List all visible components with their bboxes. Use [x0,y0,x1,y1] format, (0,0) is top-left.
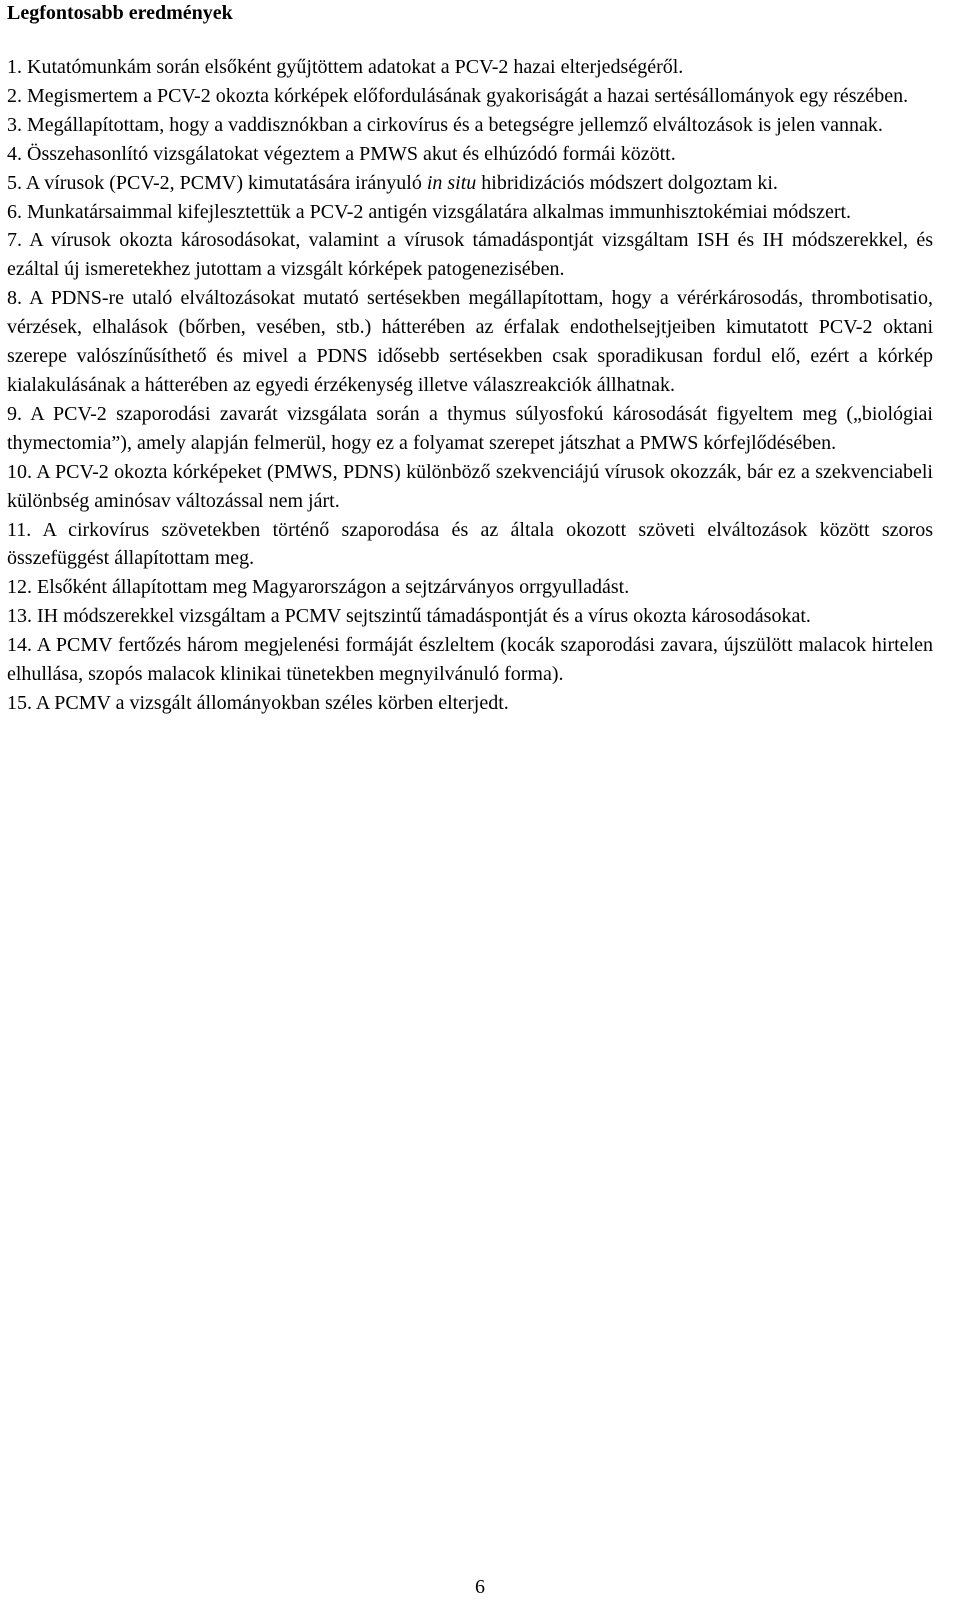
item-text-after: hibridizációs módszert dolgoztam ki. [476,171,778,194]
document-page [7,0,933,718]
item-number: 11. [7,518,32,541]
list-item [7,516,933,574]
list-item [7,198,933,227]
list-item [7,689,933,718]
item-text: A PCV-2 szaporodási zavarát vizsgálata során a thymus súlyosfokú károsodását figyeltem meg („biológiai thymectomia”), amely alapján felmerül, hogy ez a folyamat szerepet játszhat a PMWS kórfejlődésében. [7,402,933,454]
item-number: 14. [7,634,32,657]
list-item [7,573,933,602]
item-text: Kutatómunkám során elsőként gyűjtöttem adatokat a PCV-2 hazai elterjedségéről. [27,56,684,78]
item-text: Elsőként állapítottam meg Magyarországon a sejtzárványos orrgyulladást. [37,576,630,599]
item-number: 13. [7,605,32,628]
item-number: 15. [7,691,32,714]
list-item [7,111,933,140]
item-number: 2. [7,84,22,107]
list-item [7,169,933,198]
item-text: Összehasonlító vizsgálatokat végeztem a PMWS akut és elhúzódó formái között. [27,142,676,165]
section-heading: Legfontosabb eredmények [7,2,233,24]
list-item [7,602,933,631]
item-text: IH módszerekkel vizsgáltam a PCMV sejtszintű támadáspontját és a vírus okozta károsodásokat. [37,605,811,628]
list-item [7,458,933,516]
item-text-before: A vírusok (PCV-2, PCMV) kimutatására irányuló [25,171,427,194]
list-item [7,140,933,169]
list-item [7,284,933,400]
item-text-italic: in situ [426,171,477,194]
item-number: 12. [7,576,32,599]
item-text: A PCV-2 okozta kórképeket (PMWS, PDNS) különböző szekvenciájú vírusok okozzák, bár ez a szekvenciabeli különbség aminósav változással nem járt. [7,460,933,512]
item-text: Megállapítottam, hogy a vaddisznókban a cirkovírus és a betegségre jellemző elváltozások is jelen vannak. [27,113,883,136]
list-item [7,53,933,82]
item-number: 9. [7,402,22,425]
item-text: A PCMV a vizsgált állományokban széles körben elterjedt. [35,691,509,714]
item-text: A cirkovírus szövetekben történő szaporodása és az általa okozott szöveti elváltozások között szoros összefüggést állapítottam meg. [7,518,933,570]
item-text: A PCMV fertőzés három megjelenési formáját észleltem (kocák szaporodási zavara, újszülött malacok hirtelen elhullása, szopós malacok klinikai tünetekben megnyilvánuló forma). [7,634,933,686]
item-number: 1. [7,56,22,78]
page-number: 6 [475,1576,485,1598]
item-number: 6. [7,200,22,223]
list-item [7,400,933,458]
item-number: 7. [7,229,22,252]
item-number: 10. [7,460,32,483]
list-item [7,82,933,111]
item-number: 3. [7,113,22,136]
item-text: A vírusok okozta károsodásokat, valamint a vírusok támadáspontját vizsgáltam ISH és IH módszerekkel, és ezáltal új ismeretekhez jutottam a vizsgált kórképek patogenezisében. [7,229,933,281]
item-number: 4. [7,142,22,165]
list-item [7,226,933,284]
item-text: Munkatársaimmal kifejlesztettük a PCV-2 antigén vizsgálatára alkalmas immunhisztokémiai módszert. [27,200,852,223]
item-text: A PDNS-re utaló elváltozásokat mutató sertésekben megállapítottam, hogy a vérérkárosodás, thrombotisatio, vérzések, elhalások (bőrben, vesében, stb.) hátterében az érfalak endothelsejtjeiben kimutatott PCV-2 oktani szerepe valószínűsíthető és mivel a PDNS idősebb sertésekben csak sporadikusan fordul elő, ezért a kórkép kialakulásának a hátterében az egyedi érzékenység illetve válaszreakciók állhatnak. [7,287,933,396]
list-item [7,631,933,689]
item-number: 5. [7,171,22,194]
results-list [7,53,933,718]
item-text: Megismertem a PCV-2 okozta kórképek előfordulásának gyakoriságát a hazai sertésállományok egy részében. [27,84,909,107]
item-number: 8. [7,287,22,310]
